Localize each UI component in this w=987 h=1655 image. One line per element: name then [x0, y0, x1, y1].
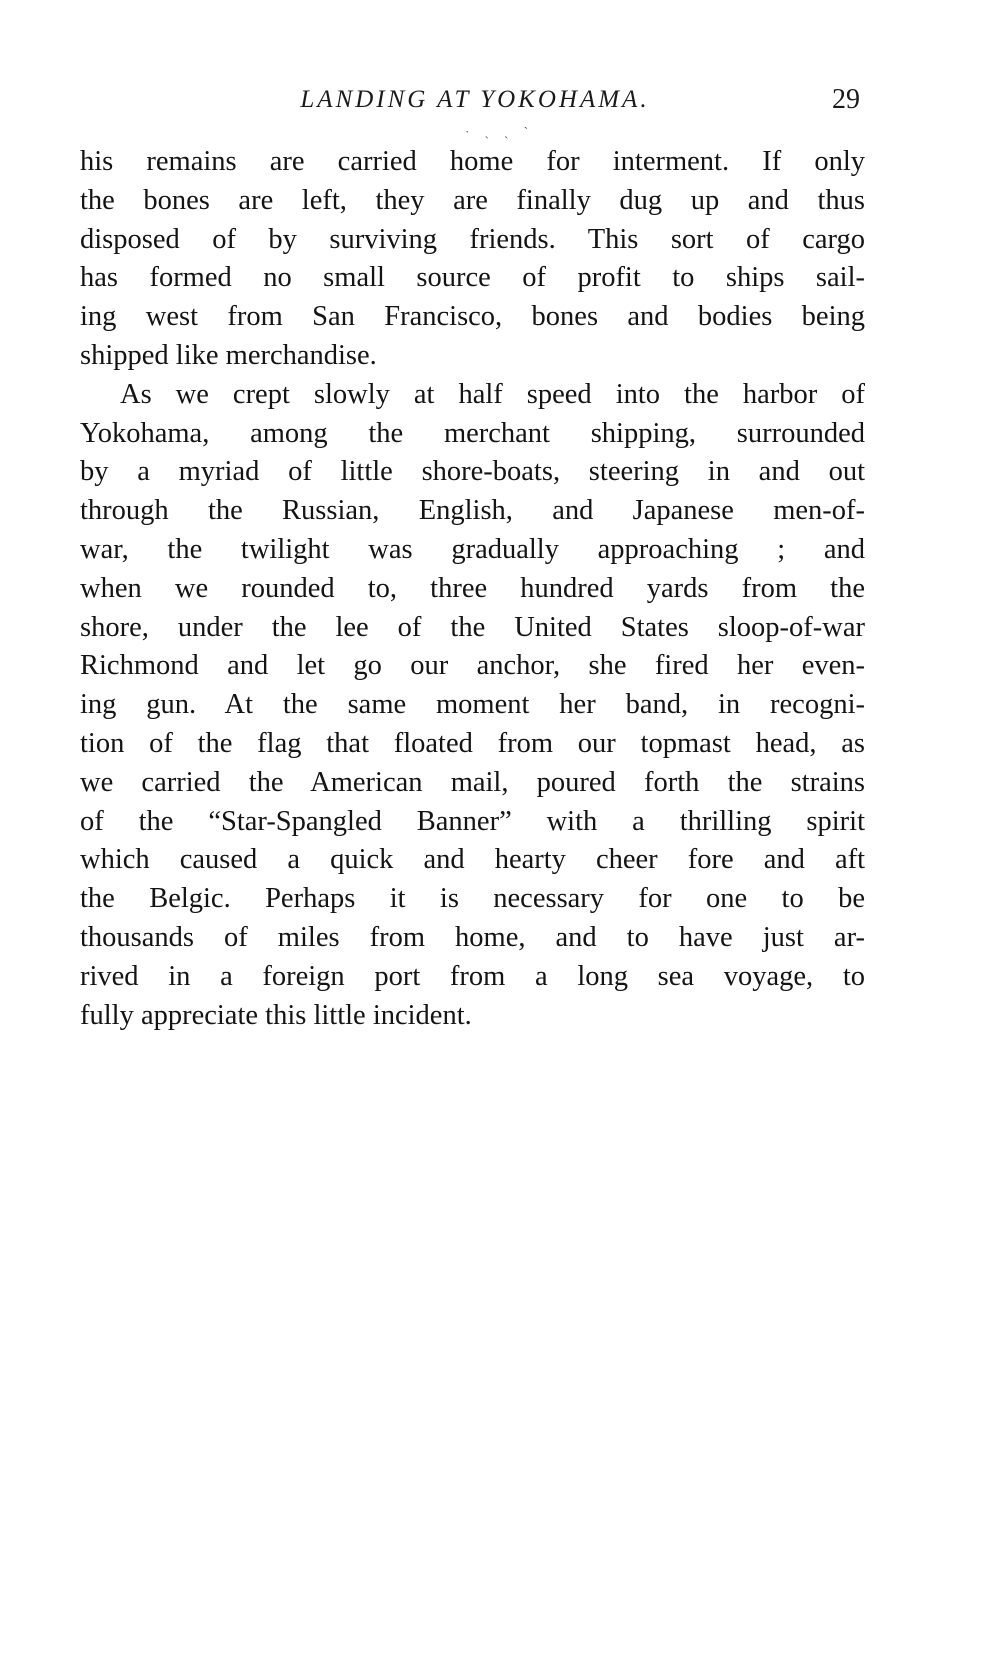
- text-line: disposed of by surviving friends. This sort of cargo: [80, 223, 865, 255]
- text-line: shipped like merchandise.: [80, 339, 377, 371]
- text-line: the Belgic. Perhaps it is necessary for one to be: [80, 883, 865, 915]
- text-line: his remains are carried home for interment. If only: [80, 146, 865, 177]
- text-line: Richmond and let go our anchor, she fired her even-: [80, 650, 865, 682]
- text-line: through the Russian, English, and Japanese men-of-: [80, 495, 865, 527]
- text-line: rived in a foreign port from a long sea voyage, to: [80, 960, 865, 992]
- running-title: LANDING AT YOKOHAMA.: [300, 86, 650, 113]
- body-text: [80, 143, 865, 1035]
- text-line: ing west from San Francisco, bones and bodies being: [80, 301, 865, 333]
- page-number: 29: [832, 84, 860, 115]
- ink-specks: · ˎ ˏ ˋ: [465, 124, 535, 139]
- text-line: thousands of miles from home, and to have just ar-: [80, 921, 865, 953]
- text-line: Yokohama, among the merchant shipping, surrounded: [80, 417, 865, 449]
- text-line: we carried the American mail, poured forth the strains: [80, 766, 865, 798]
- text-line: As we crept slowly at half speed into the harbor of: [120, 378, 865, 410]
- text-line: ing gun. At the same moment her band, in recogni-: [80, 689, 865, 721]
- text-line: war, the twilight was gradually approaching ; and: [80, 533, 865, 565]
- text-line: fully appreciate this little incident.: [80, 999, 472, 1031]
- running-head: [80, 86, 870, 126]
- text-line: has formed no small source of profit to ships sail-: [80, 262, 865, 294]
- text-line: the bones are left, they are finally dug up and thus: [80, 184, 865, 216]
- text-line: which caused a quick and hearty cheer fore and aft: [80, 844, 865, 876]
- text-line: by a myriad of little shore-boats, steering in and out: [80, 456, 865, 488]
- text-line: tion of the flag that floated from our topmast head, as: [80, 727, 865, 759]
- text-line: of the “Star-Spangled Banner” with a thrilling spirit: [80, 805, 865, 837]
- text-line: shore, under the lee of the United States sloop-of-war: [80, 611, 865, 643]
- text-line: when we rounded to, three hundred yards from the: [80, 572, 865, 604]
